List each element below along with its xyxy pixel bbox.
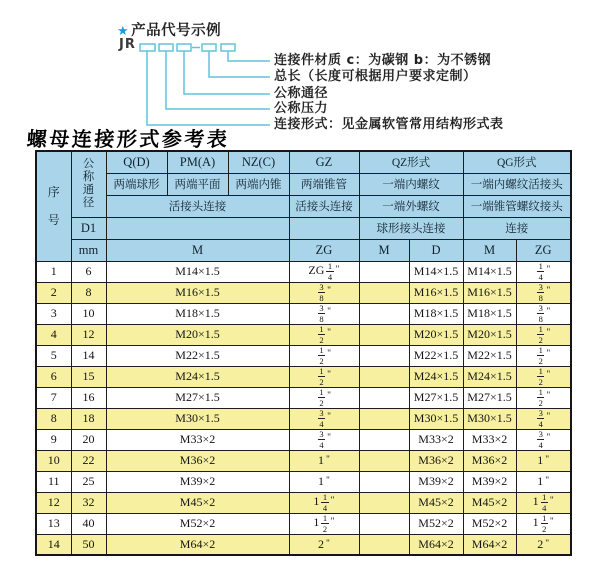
cell-gz-zg: 1 " <box>289 450 359 471</box>
header-row-4 <box>36 217 571 239</box>
cell-dn-mm: 14 <box>71 345 106 366</box>
cell-dn-mm: 16 <box>71 387 106 408</box>
cell-qg-zg: $\frac{1}{2}$ " <box>516 387 571 408</box>
header-row-5 <box>36 239 571 261</box>
cell-qg-m: M27×1.5 <box>463 387 516 408</box>
header-nz-desc: 两端内锥 <box>228 173 289 195</box>
table-row <box>36 492 571 513</box>
header-row-2 <box>36 173 571 195</box>
cell-gz-zg: 1 $\frac{1}{4}$ " <box>289 492 359 513</box>
cell-qg-m: M30×1.5 <box>463 408 516 429</box>
cell-m-thread: M52×2 <box>106 513 289 534</box>
cell-qz-m <box>359 513 409 534</box>
cell-dn-mm: 22 <box>71 450 106 471</box>
code-prefix: JR <box>119 37 136 52</box>
cell-qz-d: M14×1.5 <box>409 261 463 282</box>
cell-m-thread: M64×2 <box>106 534 289 555</box>
cell-qz-d: M52×2 <box>409 513 463 534</box>
table-row <box>36 261 571 282</box>
table-row <box>36 471 571 492</box>
cell-qg-m: M14×1.5 <box>463 261 516 282</box>
code-label-connection-type: 连接形式：见金属软管常用结构形式表 <box>274 117 504 132</box>
header-empty-2 <box>289 217 359 239</box>
cell-gz-zg: 2 " <box>289 534 359 555</box>
cell-gz-zg: 1 " <box>289 471 359 492</box>
cell-qg-zg: 2 " <box>516 534 571 555</box>
header-qz-form: QZ形式 <box>359 151 463 173</box>
cell-qg-m: M20×1.5 <box>463 324 516 345</box>
cell-qz-d: M22×1.5 <box>409 345 463 366</box>
header-row-1 <box>36 151 571 173</box>
table-row <box>36 303 571 324</box>
cell-qg-m: M39×2 <box>463 471 516 492</box>
cell-qz-m <box>359 366 409 387</box>
cell-seq: 12 <box>36 492 71 513</box>
cell-gz-zg: $\frac{1}{2}$ " <box>289 387 359 408</box>
table-title: 螺母连接形式参考表 <box>26 127 231 151</box>
cell-gz-zg: $\frac{3}{8}$ " <box>289 303 359 324</box>
cell-seq: 6 <box>36 366 71 387</box>
header-qg-zg: ZG <box>516 239 571 261</box>
cell-dn-mm: 50 <box>71 534 106 555</box>
cell-gz-zg: 1 $\frac{1}{2}$ " <box>289 513 359 534</box>
cell-qz-d: M18×1.5 <box>409 303 463 324</box>
cell-qg-zg: $\frac{1}{4}$ " <box>516 261 571 282</box>
cell-qz-d: M20×1.5 <box>409 324 463 345</box>
header-m: M <box>106 239 289 261</box>
header-qz-desc2: 一端外螺纹 <box>359 195 463 217</box>
header-nz: NZ(C) <box>228 151 289 173</box>
cell-gz-zg: $\frac{1}{2}$ " <box>289 324 359 345</box>
header-gz-connection: 活接头连接 <box>289 195 359 217</box>
table-row <box>36 345 571 366</box>
cell-qz-m <box>359 450 409 471</box>
code-label-nominal-pressure: 公称压力 <box>274 101 329 116</box>
nut-connection-reference-table <box>35 150 572 556</box>
cell-gz-zg: ZG $\frac{1}{4}$ " <box>289 261 359 282</box>
cell-qz-m <box>359 324 409 345</box>
cell-dn-mm: 10 <box>71 303 106 324</box>
cell-qg-m: M16×1.5 <box>463 282 516 303</box>
cell-qg-m: M24×1.5 <box>463 366 516 387</box>
cell-m-thread: M39×2 <box>106 471 289 492</box>
header-qz-d: D <box>409 239 463 261</box>
cell-seq: 4 <box>36 324 71 345</box>
cell-qz-d: M36×2 <box>409 450 463 471</box>
cell-qz-m <box>359 261 409 282</box>
cell-qz-d: M33×2 <box>409 429 463 450</box>
cell-gz-zg: $\frac{3}{4}$ " <box>289 429 359 450</box>
cell-gz-zg: $\frac{3}{8}$ " <box>289 282 359 303</box>
cell-dn-mm: 18 <box>71 408 106 429</box>
cell-qz-d: M16×1.5 <box>409 282 463 303</box>
table-row <box>36 366 571 387</box>
header-zg: ZG <box>289 239 359 261</box>
header-qz-desc1: 一端内螺纹 <box>359 173 463 195</box>
cell-dn-mm: 6 <box>71 261 106 282</box>
header-qz-connection: 球形接头连接 <box>359 217 463 239</box>
header-pm-desc: 两端平面 <box>167 173 228 195</box>
cell-qg-m: M36×2 <box>463 450 516 471</box>
header-qg-desc1: 一端内螺纹活接头 <box>463 173 571 195</box>
header-empty-1 <box>106 217 289 239</box>
cell-gz-zg: $\frac{1}{2}$ " <box>289 345 359 366</box>
cell-qg-zg: $\frac{3}{8}$ " <box>516 282 571 303</box>
cell-dn-mm: 40 <box>71 513 106 534</box>
cell-m-thread: M20×1.5 <box>106 324 289 345</box>
header-pm: PM(A) <box>167 151 228 173</box>
table-row <box>36 282 571 303</box>
cell-seq: 2 <box>36 282 71 303</box>
cell-seq: 1 <box>36 261 71 282</box>
cell-dn-mm: 25 <box>71 471 106 492</box>
header-row-3 <box>36 195 571 217</box>
cell-qg-zg: 1 " <box>516 471 571 492</box>
cell-seq: 10 <box>36 450 71 471</box>
code-label-nominal-diameter: 公称通径 <box>274 86 329 101</box>
cell-qz-m <box>359 429 409 450</box>
cell-seq: 5 <box>36 345 71 366</box>
cell-qg-zg: 1 " <box>516 450 571 471</box>
table-row <box>36 429 571 450</box>
table-row <box>36 387 571 408</box>
cell-qz-d: M64×2 <box>409 534 463 555</box>
cell-qz-d: M30×1.5 <box>409 408 463 429</box>
table-row <box>36 408 571 429</box>
header-qz-m: M <box>359 239 409 261</box>
cell-qg-zg: $\frac{1}{2}$ " <box>516 324 571 345</box>
cell-qg-zg: $\frac{3}{8}$ " <box>516 303 571 324</box>
cell-qz-m <box>359 345 409 366</box>
cell-seq: 13 <box>36 513 71 534</box>
header-q-desc: 两端球形 <box>106 173 167 195</box>
cell-m-thread: M27×1.5 <box>106 387 289 408</box>
cell-m-thread: M18×1.5 <box>106 303 289 324</box>
cell-qg-zg: $\frac{1}{2}$ " <box>516 345 571 366</box>
cell-qz-d: M24×1.5 <box>409 366 463 387</box>
cell-seq: 3 <box>36 303 71 324</box>
table-row <box>36 513 571 534</box>
cell-qz-m <box>359 408 409 429</box>
cell-seq: 9 <box>36 429 71 450</box>
cell-m-thread: M22×1.5 <box>106 345 289 366</box>
cell-qg-zg: $\frac{1}{2}$ " <box>516 366 571 387</box>
cell-dn-mm: 12 <box>71 324 106 345</box>
cell-qz-d: M39×2 <box>409 471 463 492</box>
cell-qg-zg: 1 $\frac{1}{4}$ " <box>516 492 571 513</box>
cell-gz-zg: $\frac{3}{4}$ " <box>289 408 359 429</box>
header-gz-desc: 两端锥管 <box>289 173 359 195</box>
cell-m-thread: M36×2 <box>106 450 289 471</box>
header-qg-connection: 连接 <box>463 217 571 239</box>
cell-qg-m: M52×2 <box>463 513 516 534</box>
cell-qg-zg: $\frac{3}{4}$ " <box>516 408 571 429</box>
cell-seq: 11 <box>36 471 71 492</box>
cell-seq: 7 <box>36 387 71 408</box>
cell-m-thread: M30×1.5 <box>106 408 289 429</box>
header-qg-form: QG形式 <box>463 151 571 173</box>
cell-m-thread: M24×1.5 <box>106 366 289 387</box>
header-union-connection: 活接头连接 <box>106 195 289 217</box>
cell-qg-m: M33×2 <box>463 429 516 450</box>
header-qg-m: M <box>463 239 516 261</box>
cell-dn-mm: 8 <box>71 282 106 303</box>
cell-qg-m: M22×1.5 <box>463 345 516 366</box>
cell-m-thread: M16×1.5 <box>106 282 289 303</box>
cell-m-thread: M14×1.5 <box>106 261 289 282</box>
cell-qz-d: M45×2 <box>409 492 463 513</box>
cell-qz-m <box>359 471 409 492</box>
cell-dn-mm: 32 <box>71 492 106 513</box>
cell-m-thread: M45×2 <box>106 492 289 513</box>
cell-seq: 8 <box>36 408 71 429</box>
cell-qg-m: M64×2 <box>463 534 516 555</box>
table-row <box>36 534 571 555</box>
cell-dn-mm: 20 <box>71 429 106 450</box>
table-row <box>36 324 571 345</box>
header-gz: GZ <box>289 151 359 173</box>
header-unit-mm: mm <box>71 239 106 261</box>
cell-seq: 14 <box>36 534 71 555</box>
header-qg-desc2: 一端锥管螺纹接头 <box>463 195 571 217</box>
header-seq: 序 号 <box>36 151 71 261</box>
cell-qz-m <box>359 534 409 555</box>
cell-dn-mm: 15 <box>71 366 106 387</box>
cell-qz-m <box>359 303 409 324</box>
table-row <box>36 450 571 471</box>
product-code-example-text: 产品代号示例 <box>131 23 222 39</box>
header-q: Q(D) <box>106 151 167 173</box>
cell-qg-zg: 1 $\frac{1}{2}$ " <box>516 513 571 534</box>
cell-gz-zg: $\frac{1}{2}$ " <box>289 366 359 387</box>
cell-qg-m: M45×2 <box>463 492 516 513</box>
cell-qg-zg: $\frac{3}{4}$ " <box>516 429 571 450</box>
header-nominal-diameter: 公 称 通 径 <box>71 151 106 217</box>
cell-qz-d: M27×1.5 <box>409 387 463 408</box>
cell-m-thread: M33×2 <box>106 429 289 450</box>
cell-qz-m <box>359 282 409 303</box>
star-icon: ★ <box>117 24 130 39</box>
cell-qz-m <box>359 387 409 408</box>
cell-qg-m: M18×1.5 <box>463 303 516 324</box>
code-label-length: 总长（长度可根据用户要求定制） <box>274 69 477 84</box>
code-label-material: 连接件材质 c：为碳钢 b：为不锈钢 <box>274 53 492 68</box>
header-d1: D1 <box>71 217 106 239</box>
cell-qz-m <box>359 492 409 513</box>
